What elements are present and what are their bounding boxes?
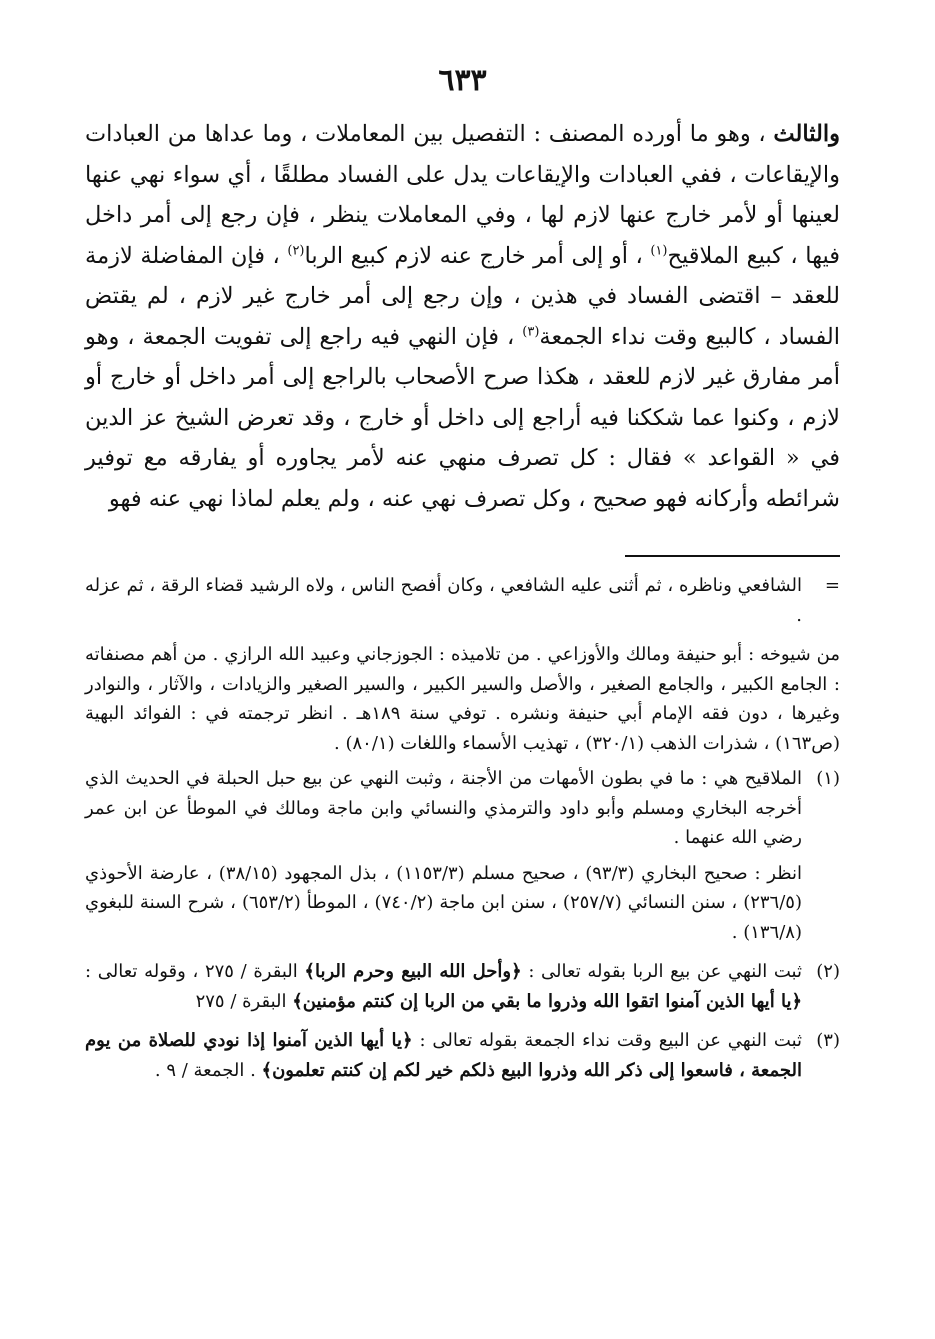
footnote-body	[85, 764, 802, 953]
footnote-1	[85, 764, 840, 953]
page-number: ٦٣٣	[438, 63, 487, 98]
main-text-segment: ، فإن النهي فيه راجع إلى تفويت الجمعة ، وهو أمر مفارق غير لازم للعقد ، هكذا صرح الأصحاب بالراجع إلى أمر داخل أو خارج أو لازم ، وكنوا عما شككنا فيه أراجع إلى داخل أو خارج ، وقد تعرض الشيخ عز الدين في « القواعد » فقال : كل تصرف منهي عنه لأمر يجاوره أو يفارقه مع توفير شرائطه وأركانه فهو صحيح ، وكل تصرف نهي عنه ، ولم يعلم لماذا نهي عنه فهو	[85, 323, 840, 512]
quran-verse: ﴿يا أيها الذين آمنوا إذا نودي للصلاة من يوم الجمعة ، فاسعوا إلى ذكر الله وذروا البيع ذلكم خير لكم إن كنتم تعلمون﴾	[85, 1030, 802, 1081]
footnote-body	[85, 957, 802, 1022]
main-text-segment: ، وهو ما أورده المصنف : التفصيل بين المعاملات ، وما عداها من العبادات والإيقاعات ، ففي العبادات والإيقاعات يدل على الفساد مطلقًا ، أي سواء نهي عنها لعينها أو لأمر خارج عنها لازم لها ، وفي المعاملات ينظر ، فإن رجع إلى أمر داخل فيها ، كبيع الملاقيح	[85, 121, 840, 269]
footnote-text-part: ثبت النهي عن بيع الربا بقوله تعالى :	[528, 961, 802, 982]
lead-word: والثالث	[773, 121, 840, 147]
footnote-marker: (١)	[816, 768, 840, 789]
footnote-text-part: البقرة / ٢٧٥ ، وقوله تعالى :	[85, 961, 298, 982]
footnote-text-part: ثبت النهي عن البيع وقت نداء الجمعة بقوله تعالى :	[419, 1030, 803, 1051]
footnote-references: انظر : صحيح البخاري (٩٣/٣) ، صحيح مسلم (١١٥٣/٣) ، بذل المجهود (٣٨/١٥) ، عارضة الأحوذي (٢٣٦/٥) ، سنن النسائي (٢٥٧/٧) ، سنن ابن ماجة (٧٤٠/٢) ، الموطأ (٦٥٣/٢) ، شرح السنة للبغوي (١٣٦/٨) .	[85, 862, 803, 943]
main-text-segment: ، فإن المفاضلة لازمة للعقد – اقتضى الفساد في هذين ، وإن رجع إلى أمر خارج غير لازم ، لم يقتض الفساد ، كالبيع وقت نداء الجمعة	[85, 242, 841, 350]
biography-paragraph: من شيوخه : أبو حنيفة ومالك والأوزاعي . من تلاميذه : الجوزجاني وعبيد الله الرازي . من أهم مصنفاته : الجامع الكبير ، والجامع الصغير ، والأصل والسير الكبير ، والسير الصغير والزيادات ، والآثار ، والنوادر وغيرها ، دون فقه الإمام أبي حنيفة ونشره . توفي سنة ١٨٩هـ . انظر ترجمته في : الفوائد البهية (ص١٦٣) ، شذرات الذهب (٣٢٠/١) ، تهذيب الأسماء واللغات (٨٠/١) .	[85, 644, 841, 754]
footnote-marker: (٢)	[816, 961, 840, 982]
footnote-2	[85, 957, 840, 1022]
footnote-text-part: البقرة / ٢٧٥	[195, 990, 287, 1012]
footnote-body	[85, 1026, 802, 1091]
main-paragraph	[85, 114, 840, 519]
quran-verse: ﴿يا أيها الذين آمنوا اتقوا الله وذروا ما بقي من الربا إن كنتم مؤمنين﴾	[292, 990, 802, 1012]
footnote-body	[85, 571, 802, 636]
footnote-text-part: . الجمعة / ٩ .	[154, 1059, 256, 1081]
main-text-segment: ، أو إلى أمر خارج عنه لازم كبيع الربا	[304, 242, 643, 269]
footnotes	[85, 571, 840, 1091]
footnote-3	[85, 1026, 840, 1091]
footnote-text	[85, 957, 802, 1016]
quran-verse: ﴿وأحل الله البيع وحرم الربا﴾	[304, 961, 522, 982]
footnote-ref-1: (١)	[650, 243, 668, 258]
footnote-marker: (٣)	[816, 1030, 840, 1051]
footnote-continued	[85, 571, 840, 636]
footnote-separator	[625, 555, 840, 557]
footnote-ref-3: (٣)	[522, 324, 540, 339]
footnote-marker: =	[824, 575, 840, 596]
footnote-text: الشافعي وناظره ، ثم أثنى عليه الشافعي ، وكان أفصح الناس ، ولاه الرشيد قضاء الرقة ، ثم عزله .	[85, 575, 802, 626]
footnote-text: الملاقيح هي : ما في بطون الأمهات من الأجنة ، وثبت النهي عن بيع حبل الحبلة في الحديث الذي أخرجه البخاري ومسلم وأبو داود والترمذي والنسائي وابن ماجة ومالك في الموطأ عن ابن عمر رضي الله عنهما .	[85, 768, 802, 848]
footnote-text	[85, 1026, 802, 1085]
footnote-ref-2: (٢)	[287, 243, 305, 258]
